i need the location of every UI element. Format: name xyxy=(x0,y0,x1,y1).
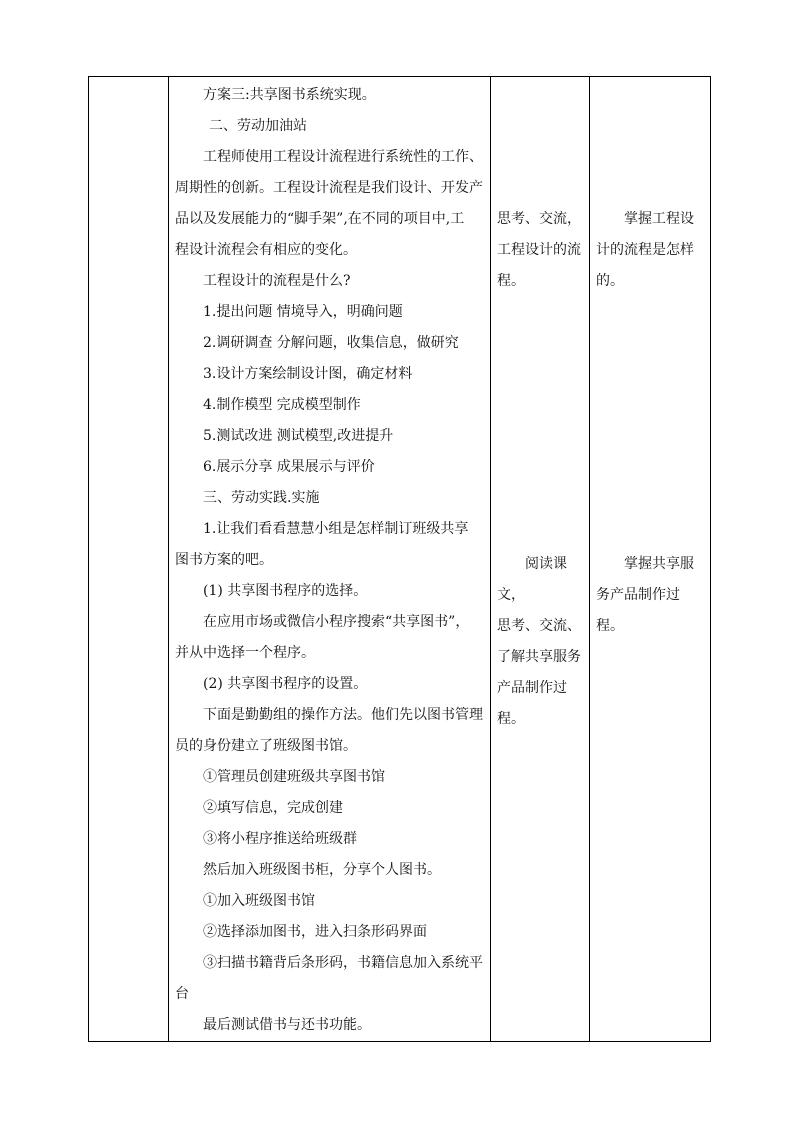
activity-line: 阅读课文， xyxy=(497,556,567,603)
list-item: 6.展示分享 成果展示与评价 xyxy=(203,459,375,475)
activity-block-1 xyxy=(497,204,585,297)
content-line: 方案三:共享图书系统实现。 xyxy=(203,87,376,103)
activity-line: 产品制作过程。 xyxy=(497,680,567,727)
section-heading: 三、劳动实践.实施 xyxy=(203,490,320,506)
list-item: 4.制作模型 完成模型制作 xyxy=(203,397,361,413)
section-heading: 二、劳动加油站 xyxy=(209,118,307,134)
goal-line: 计的流程是怎样 xyxy=(596,242,694,258)
content-line: 在应用市场或微信小程序搜索“共享图书”， xyxy=(203,614,470,630)
content-line: 并从中选择一个程序。 xyxy=(175,645,315,661)
content-line: 品以及发展能力的“脚手架”,在不同的项目中,工 xyxy=(175,211,465,227)
content-line: 最后测试借书与还书功能。 xyxy=(203,1017,371,1033)
activity-line: 工程设计的流 xyxy=(497,242,581,258)
content-cell xyxy=(169,77,491,1042)
goal-line: 掌握工程设 xyxy=(624,211,694,227)
goal-cell xyxy=(590,77,711,1042)
activity-block-2 xyxy=(497,549,585,735)
content-line: (1) 共享图书程序的选择。 xyxy=(203,583,368,599)
list-item: ①加入班级图书馆 xyxy=(203,893,315,909)
table-row xyxy=(89,77,711,1042)
lesson-table xyxy=(88,76,711,1042)
content-line: 周期性的创新。工程设计流程是我们设计、开发产 xyxy=(175,180,483,196)
list-item: 1.提出问题 情境导入，明确问题 xyxy=(203,304,403,320)
list-item: ②填写信息，完成创建 xyxy=(203,800,343,816)
content-line: 然后加入班级图书柜，分享个人图书。 xyxy=(203,862,441,878)
content-line: 台 xyxy=(175,986,189,1002)
goal-line: 务产品制作过程。 xyxy=(596,587,680,634)
list-item: ③将小程序推送给班级群 xyxy=(203,831,357,847)
content-line: 下面是勤勤组的操作方法。他们先以图书管理 xyxy=(203,707,483,723)
list-item: 2.调研调查 分解问题，收集信息，做研究 xyxy=(203,335,459,351)
content-line: 工程设计的流程是什么? xyxy=(203,273,351,289)
content-line: (2) 共享图书程序的设置。 xyxy=(203,676,368,692)
content-line: 图书方案的吧。 xyxy=(175,552,273,568)
list-item: 3.设计方案绘制设计图，确定材料 xyxy=(203,366,413,382)
activity-line: 程。 xyxy=(497,273,525,289)
list-item: ②选择添加图书，进入扫条形码界面 xyxy=(203,924,427,940)
list-item: ①管理员创建班级共享图书馆 xyxy=(203,769,385,785)
activity-cell xyxy=(491,77,590,1042)
goal-block-2 xyxy=(596,549,706,642)
content-line: 程设计流程会有相应的变化。 xyxy=(175,242,357,258)
goal-block-1 xyxy=(596,204,706,297)
goal-line: 掌握共享服 xyxy=(624,556,694,572)
activity-line: 了解共享服务 xyxy=(497,649,581,665)
list-item: ③扫描书籍背后条形码，书籍信息加入系统平 xyxy=(203,955,483,971)
goal-line: 的。 xyxy=(596,273,624,289)
content-line: 员的身份建立了班级图书馆。 xyxy=(175,738,357,754)
activity-line: 思考、交流， xyxy=(497,211,581,227)
activity-line: 思考、交流、 xyxy=(497,618,581,634)
blank-column-cell xyxy=(89,77,169,1042)
content-line: 1.让我们看看慧慧小组是怎样制订班级共享 xyxy=(203,521,469,537)
content-line: 工程师使用工程设计流程进行系统性的工作、 xyxy=(203,149,483,165)
list-item: 5.测试改进 测试模型,改进提升 xyxy=(203,428,394,444)
